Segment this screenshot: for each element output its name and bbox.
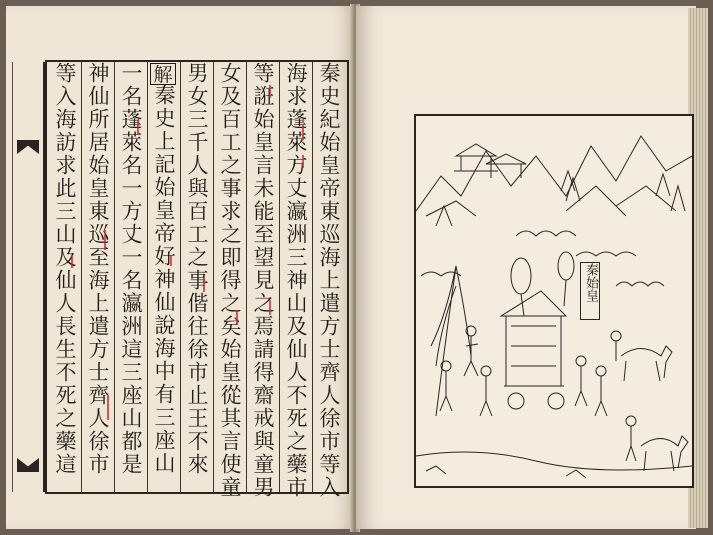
woodblock-illustration (414, 114, 694, 488)
fish-tail-mark-bottom (17, 458, 39, 472)
column-rule (147, 62, 148, 492)
column-rule (279, 62, 280, 492)
column-rule (312, 62, 313, 492)
text-column-1: 秦史紀始皇帝東巡海上遣方士齊人徐市等入 (317, 62, 341, 499)
column-rule (180, 62, 181, 492)
text-column-4: 女及百工之事求之即得之矣始皇從其言使童 (218, 62, 242, 499)
text-column-6: 秦史上記始皇帝好神仙說海中有三座山 (152, 84, 176, 475)
column-rule (213, 62, 214, 492)
text-column-5: 男女三千人與百工之事偕往徐市止王不來 (185, 62, 209, 476)
illustration-label: 秦始皇 (580, 262, 600, 320)
column-rule (246, 62, 247, 492)
commentary-marker: 解 (150, 63, 176, 85)
column-rule (81, 62, 82, 492)
block-center-strip (12, 62, 45, 492)
text-column-9: 等入海訪求此三山及仙人長生不死之藥這 (53, 62, 77, 476)
column-rule (114, 62, 115, 492)
fish-tail-mark-top (17, 140, 39, 154)
illustration-drawing (416, 116, 692, 486)
text-column-3: 等誑始皇言未能至望見之焉請得齋戒與童男 (251, 62, 275, 499)
text-column-7: 一名蓬萊名一方丈一名瀛洲這三座山都是 (119, 62, 143, 476)
text-column-2: 海求蓬萊方丈瀛洲三神山及仙人不死之藥市 (284, 62, 308, 499)
text-column-8: 神仙所居始皇東巡至海上遣方士齊人徐市 (86, 62, 110, 476)
